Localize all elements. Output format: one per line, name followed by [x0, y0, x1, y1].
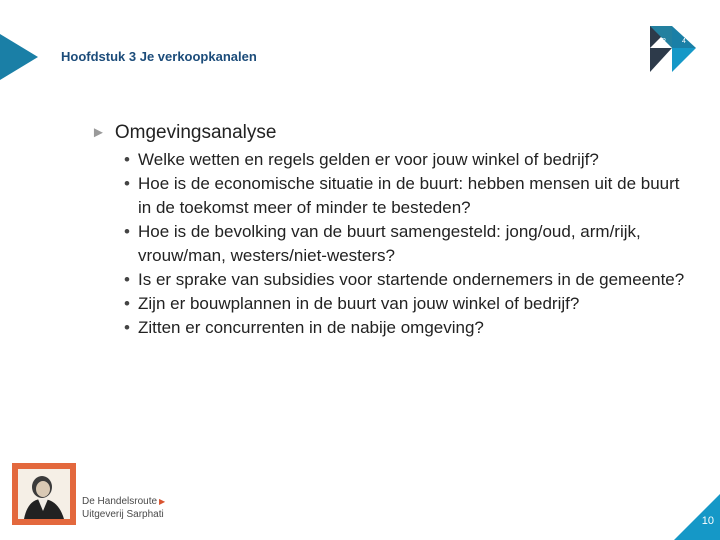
page-number: 10 [701, 515, 714, 527]
logo-letter-r: R [661, 38, 667, 45]
triangle-bullet-icon: ► [91, 124, 106, 141]
brand-publisher: Uitgeverij Sarphati [82, 509, 164, 520]
slide-content [91, 121, 696, 340]
section-heading [91, 121, 696, 145]
list-item: • Zijn er bouwplannen in de buurt van jouw winkel of bedrijf? [124, 292, 696, 316]
logo-letter-4: 4 [682, 38, 686, 45]
brand-name-text: De Handelsroute [82, 496, 158, 507]
brand-name [82, 496, 165, 507]
chapter-title: Hoofdstuk 3 Je verkoopkanalen [61, 49, 257, 64]
left-triangle-marker [0, 34, 38, 80]
section-heading-text: Omgevingsanalyse [114, 122, 277, 143]
list-item: • Is er sprake van subsidies voor startende ondernemers in de gemeente? [124, 268, 696, 292]
publisher-logo-mark [648, 24, 698, 74]
arrow-right-icon: ▶ [159, 497, 166, 506]
portrait-icon [18, 469, 70, 519]
list-item: • Hoe is de economische situatie in de buurt: hebben mensen uit de buurt in de toekomst meer of minder te besteden? [124, 172, 696, 220]
publisher-brand [12, 463, 180, 525]
bullet-list [124, 148, 696, 340]
list-item: • Zitten er concurrenten in de nabije omgeving? [124, 316, 696, 340]
list-item: • Hoe is de bevolking van de buurt samengesteld: jong/oud, arm/rijk, vrouw/man, westers/niet-westers? [124, 220, 696, 268]
portrait-frame [12, 463, 76, 525]
logo-mark-icon [648, 24, 698, 74]
list-item: • Welke wetten en regels gelden er voor jouw winkel of bedrijf? [124, 148, 696, 172]
